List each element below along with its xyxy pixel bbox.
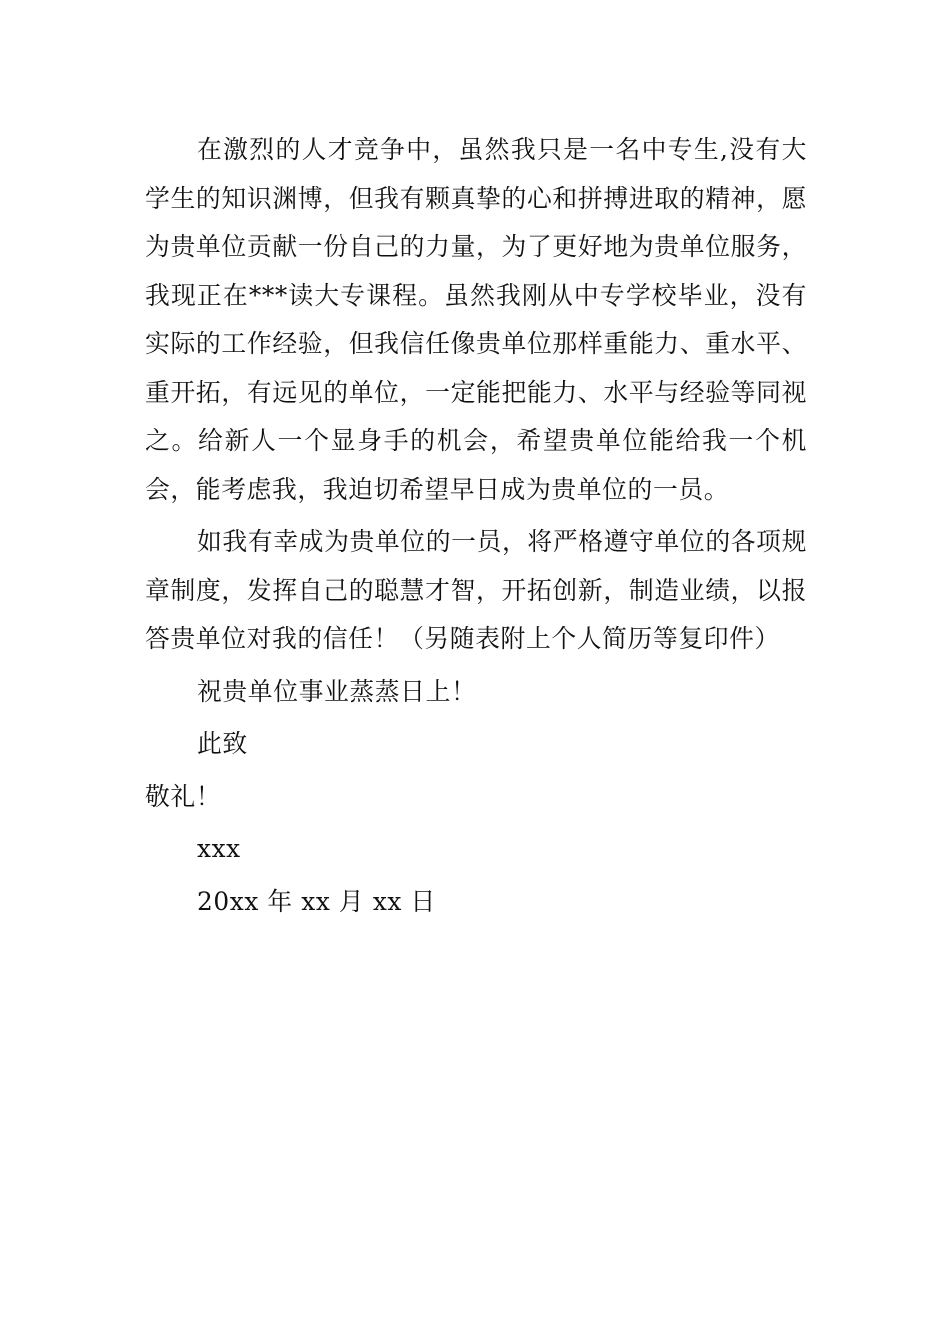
letter-body (145, 126, 807, 926)
closing-line-1: 此致 (197, 729, 248, 758)
paragraph-1: 在激烈的人才竞争中，虽然我只是一名中专生,没有大学生的知识渊博，但我有颗真挚的心和拼搏进取的精神，愿为贵单位贡献一份自己的力量，为了更好地为贵单位服务，我现正在***读大专课程。虽然我刚从中专学校毕业，没有实际的工作经验，但我信任像贵单位那样重能力、重水平、重开拓，有远见的单位，一定能把能力、水平与经验等同视之。给新人一个显身手的机会，希望贵单位能给我一个机会，能考虑我，我迫切希望早日成为贵单位的一员。 (145, 135, 807, 504)
signature: xxx (197, 834, 241, 863)
date: 20xx 年 xx 月 xx 日 (197, 886, 436, 916)
closing-line-2: 敬礼！ (145, 781, 222, 811)
paragraph-2: 如我有幸成为贵单位的一员，将严格遵守单位的各项规章制度，发挥自己的聪慧才智，开拓创新，制造业绩，以报答贵单位对我的信任！（另随表附上个人简历等复印件） (145, 527, 807, 653)
wish-line: 祝贵单位事业蒸蒸日上！ (197, 676, 477, 706)
